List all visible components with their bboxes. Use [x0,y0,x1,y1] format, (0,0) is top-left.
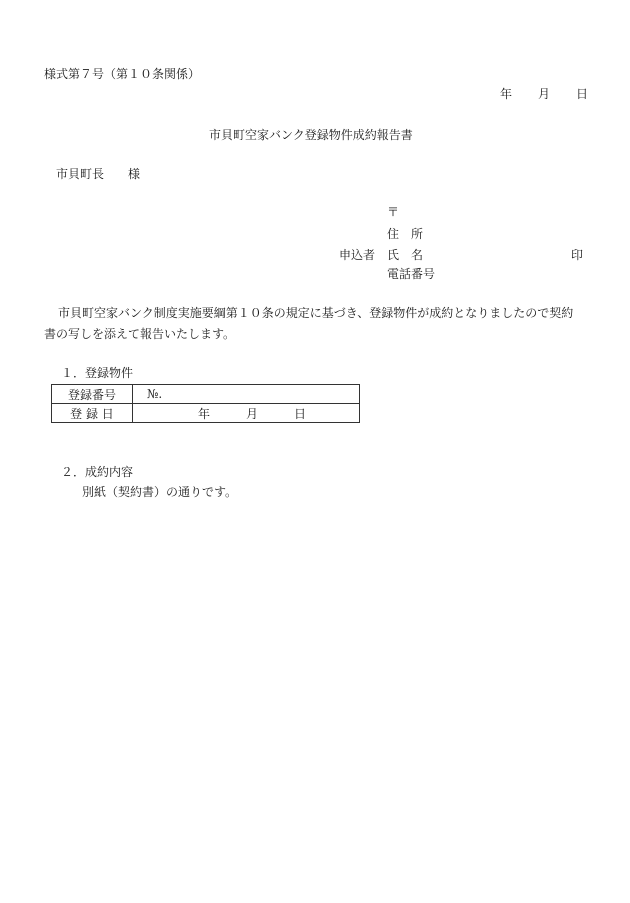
body-text-line-1: 市貝町空家バンク制度実施要綱第１０条の規定に基づき、登録物件が成約となりましたので契約 [58,306,574,320]
registration-number-label: 登録番号 [52,385,133,404]
date-month: 月 [538,87,551,101]
registration-day: 日 [294,406,307,421]
date-day: 日 [576,87,589,101]
addressee [56,168,140,180]
document-title: 市貝町空家バンク登録物件成約報告書 [209,128,413,142]
address-label: 住 所 [387,227,424,241]
body-text-line-2: 書の写しを添えて報告いたします。 [44,327,236,341]
registration-date-label: 登 録 日 [52,404,133,423]
addressee-name: 市貝町長 [56,167,105,181]
section-2-text: 別紙（契約書）の通りです。 [82,485,238,499]
applicant-label: 申込者 [339,248,376,262]
form-number: 様式第７号（第１０条関係） [44,67,201,81]
date-year: 年 [500,87,513,101]
registration-date-value [133,404,360,423]
table-row [52,404,360,423]
registered-property-table [51,384,360,423]
submission-date [500,88,588,100]
postal-mark: 〒 [387,205,400,219]
registration-number-value: №. [133,385,360,404]
seal-mark: 印 [571,248,584,262]
phone-label: 電話番号 [387,267,436,281]
name-label: 氏 名 [387,248,424,262]
section-2-heading: ２．成約内容 [61,465,134,479]
registration-month: 月 [246,406,259,421]
section-1-heading: １．登録物件 [61,366,134,380]
addressee-honorific: 様 [128,167,141,181]
table-row [52,385,360,404]
registration-year: 年 [198,406,211,421]
